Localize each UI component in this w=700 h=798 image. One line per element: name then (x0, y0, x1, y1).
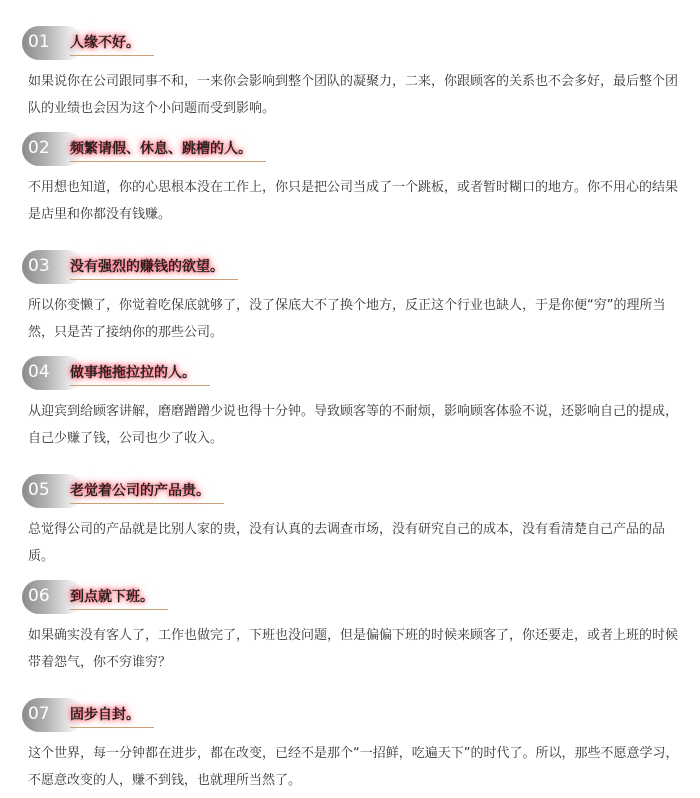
section-title-wrap (70, 255, 238, 280)
section-title-wrap (70, 31, 154, 56)
section-heading (22, 250, 422, 284)
section-title-wrap (70, 479, 224, 504)
section-title: 老觉着公司的产品贵。 (70, 483, 210, 499)
section-title: 做事拖拖拉拉的人。 (70, 365, 196, 381)
section-title: 人缘不好。 (70, 35, 140, 51)
section-body: 从迎宾到给顾客讲解，磨磨蹭蹭少说也得十分钟。导致顾客等的不耐烦，影响顾客体验不说，还影响自己的提成，自己少赚了钱，公司也少了收入。 (28, 404, 679, 446)
section-body: 如果确实没有客人了，工作也做完了，下班也没问题，但是偏偏下班的时候来顾客了，你还要走，或者上班的时候带着怨气，你不穷谁穷？ (28, 628, 679, 670)
section-number: 04 (28, 362, 50, 382)
section-body: 不用想也知道，你的心思根本没在工作上，你只是把公司当成了一个跳板，或者暂时糊口的地方。你不用心的结果是店里和你都没有钱赚。 (28, 180, 679, 222)
section-heading (22, 698, 422, 732)
section-title: 频繁请假、休息、跳槽的人。 (70, 141, 252, 157)
section-title: 没有强烈的赚钱的欲望。 (70, 259, 224, 275)
section-title: 固步自封。 (70, 707, 140, 723)
section-body: 这个世界，每一分钟都在进步，都在改变，已经不是那个“一招鲜，吃遍天下”的时代了。所以，那些不愿意学习，不愿意改变的人，赚不到钱，也就理所当然了。 (28, 746, 679, 788)
section-body: 总觉得公司的产品就是比别人家的贵，没有认真的去调查市场，没有研究自己的成本，没有看清楚自己产品的品质。 (28, 522, 666, 564)
section-title-wrap (70, 137, 266, 162)
section-number: 06 (28, 586, 50, 606)
section-heading (22, 580, 422, 614)
section-number: 02 (28, 138, 50, 158)
section-number: 01 (28, 32, 50, 52)
section-heading (22, 132, 422, 166)
section-heading (22, 356, 422, 390)
section-body: 所以你变懒了，你觉着吃保底就够了，没了保底大不了换个地方，反正这个行业也缺人，于是你便“穷”的理所当然，只是苦了接纳你的那些公司。 (28, 298, 666, 340)
section-number: 03 (28, 256, 50, 276)
section-body: 如果说你在公司跟同事不和，一来你会影响到整个团队的凝聚力，二来，你跟顾客的关系也不会多好，最后整个团队的业绩也会因为这个小问题而受到影响。 (28, 74, 679, 116)
section-number: 05 (28, 480, 50, 500)
section-title: 到点就下班。 (70, 589, 154, 605)
section-title-wrap (70, 585, 168, 610)
section-title-wrap (70, 703, 154, 728)
section-number: 07 (28, 704, 50, 724)
section-heading (22, 26, 422, 60)
section-heading (22, 474, 422, 508)
section-title-wrap (70, 361, 210, 386)
